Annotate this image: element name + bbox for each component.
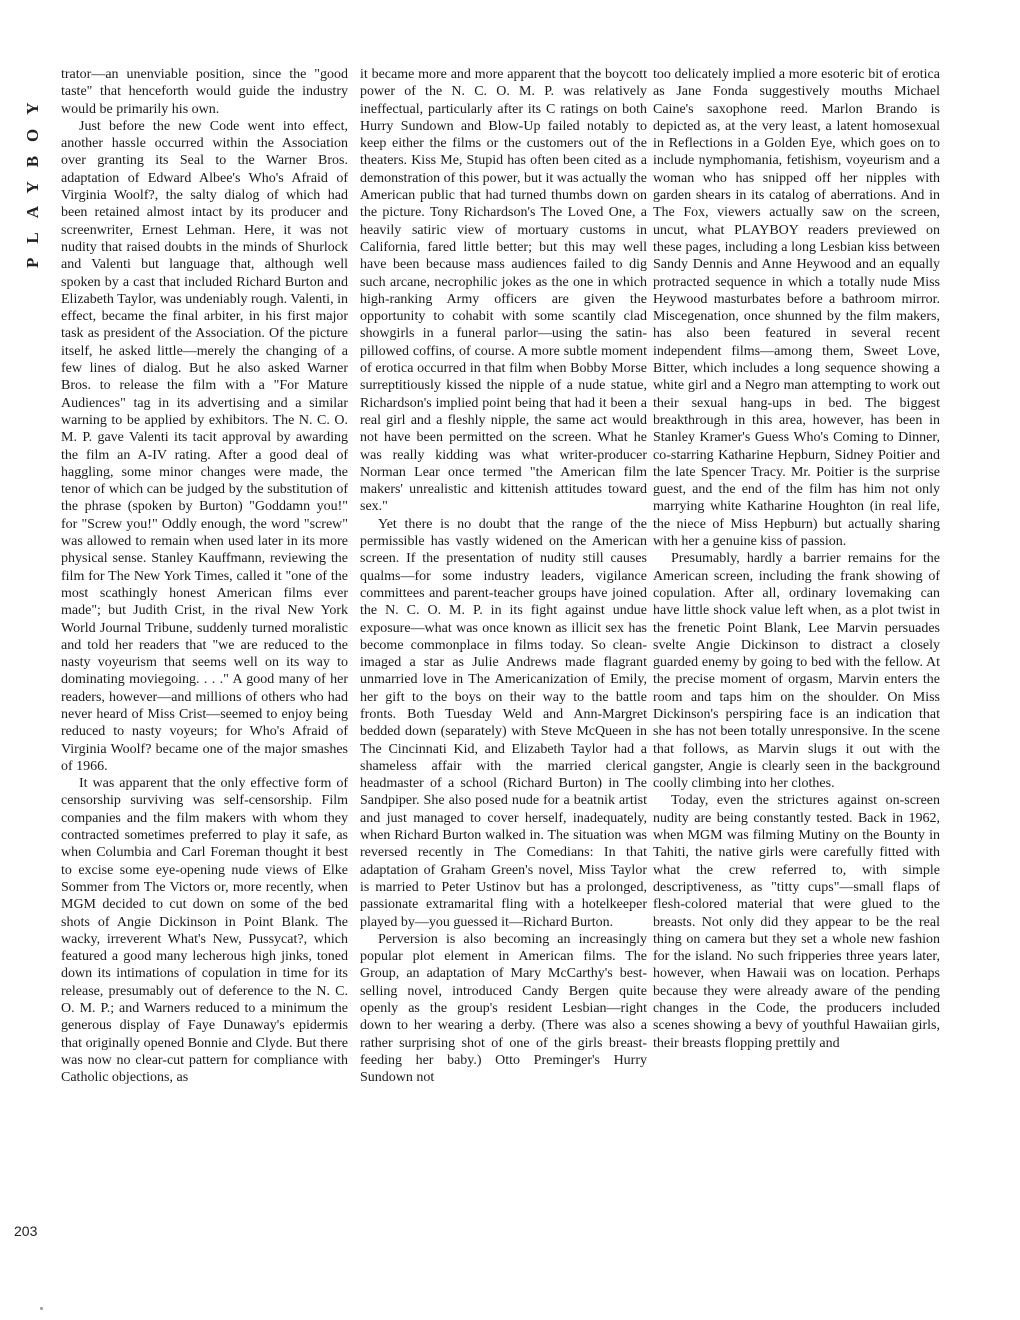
paragraph: Perversion is also becoming an increasingly popular plot element in American films. The Group, an adaptation of Mary McCarthy's best-selling novel, introduced Candy Bergen quite openly as the group's resident Lesbian—right down to her wearing a derby. (There was also a rather surprising shot of one of the girls breast-feeding her baby.) Otto Preminger's Hurry Sundown not bbox=[360, 931, 647, 1086]
article-column-3 bbox=[653, 66, 940, 1052]
magazine-masthead: PLAYBOY bbox=[23, 88, 42, 268]
paragraph: Presumably, hardly a barrier remains for the American screen, including the frank showing of copulation. After all, ordinary lovemaking can have little shock value left when, as a plot twist in the frenetic Point Blank, Lee Marvin persuades svelte Angie Dickinson to distract a closely guarded enemy by going to bed with the fellow. At the precise moment of orgasm, Marvin enters the room and taps him on the shoulder. On Miss Dickinson's perspiring face is an indication that she has not been totally unresponsive. In the scene that follows, as Marvin slugs it out with the gangster, Angie is clearly seen in the background coolly climbing into her clothes. bbox=[653, 551, 940, 792]
paragraph: Today, even the strictures against on-screen nudity are being constantly tested. Back in 1962, when MGM was filming Mutiny on the Bounty in Tahiti, the native girls were carefully fitted with what the crew referred to, with simple descriptiveness, as "titty cups"—small flaps of flesh-colored material that were glued to the breasts. Not only did they appear to be the real thing on camera but they set a whole new fashion for the island. No such fripperies three years later, however, when Hawaii was on location. Perhaps because they were already aware of the pending changes in the Code, the producers included scenes showing a bevy of youthful Hawaiian girls, their breasts flopping prettily and bbox=[653, 793, 940, 1051]
page-number: 203 bbox=[14, 1223, 38, 1239]
scan-speck bbox=[40, 1307, 43, 1310]
paragraph: it became more and more apparent that the boycott power of the N. C. O. M. P. was relatively ineffectual, particularly after its C ratings on both Hurry Sundown and Blow-Up failed notably to keep either the films or the customers out of the theaters. Kiss Me, Stupid has often been cited as a demonstration of this power, but it was actually the American public that had turned thumbs down on the picture. Tony Richardson's The Loved One, a heavily satiric view of mortuary customs in California, fared little better; but this may well have been because mass audiences failed to dig such arcane, necrophilic jokes as the one in which high-ranking Army officers are given the opportunity to cohabit with some scantily clad showgirls in a funeral parlor—using the satin-pillowed coffins, of course. A more subtle moment of erotica occurred in that film when Bobby Morse surreptitiously kissed the nipple of a nude statue, Richardson's implied point being that had it been a real girl and a fleshly nipple, the same act would not have been permitted on the screen. What he was really kidding was what writer-producer Norman Lear once termed "the American film makers' unrealistic and kittenish attitudes toward sex." bbox=[360, 67, 647, 515]
paragraph: trator—an unenviable position, since the "good taste" that henceforth would guide the industry would be primarily his own. bbox=[61, 67, 348, 117]
paragraph: Yet there is no doubt that the range of the permissible has vastly widened on the American screen. If the presentation of nudity still causes qualms—for some industry leaders, vigilance committees and parent-teacher groups have joined the N. C. O. M. P. in its fight against undue exposure—what was once known as illicit sex has become commonplace in films today. So clean-imaged a star as Julie Andrews made flagrant unmarried love in The Americanization of Emily, her gift to the boys on their way to the battle fronts. Both Tuesday Weld and Ann-Margret bedded down (separately) with Steve McQueen in The Cincinnati Kid, and Elizabeth Taylor had a shameless affair with the married clerical headmaster of a school (Richard Burton) in The Sandpiper. She also posed nude for a beatnik artist and just managed to cover herself, inadequately, when Richard Burton walked in. The situation was reversed recently in The Comedians: In that adaptation of Graham Green's novel, Miss Taylor is married to Peter Ustinov but has a prolonged, passionate extramarital fling with a hotelkeeper played by—you guessed it—Richard Burton. bbox=[360, 516, 647, 930]
paragraph: Just before the new Code went into effect, another hassle occurred within the Association over granting its Seal to the Warner Bros. adaptation of Edward Albee's Who's Afraid of Virginia Woolf?, the salty dialog of which had been retained almost intact by its producer and screenwriter, Ernest Lehman. Here, it was not nudity that raised doubts in the minds of Shurlock and Valenti but language that, although well spoken by a cast that included Richard Burton and Elizabeth Taylor, was undeniably rough. Valenti, in effect, became the final arbiter, in his first major task as president of the Association. Of the picture itself, he asked little—merely the changing of a few lines of dialog. But he also asked Warner Bros. to release the film with a "For Mature Audiences" tag in its advertising and a similar warning to be applied by exhibitors. The N. C. O. M. P. gave Valenti its tacit approval by awarding the film an A-IV rating. After a good deal of haggling, some minor changes were made, the tenor of which can be judged by the substitution of the phrase (spoken by Burton) "Goddamn you!" for "Screw you!" Oddly enough, the word "screw" was allowed to remain when used later in its more physical sense. Stanley Kauffmann, reviewing the film for The New York Times, called it "one of the most scathingly honest American films ever made"; but Judith Crist, in the rival New York World Journal Tribune, suddenly turned moralistic and told her readers that "we are reduced to the nasty voyeurism that seems well on its way to dominating moviegoing. . . ." A good many of her readers, however—and millions of others who had never heard of Miss Crist—seemed to enjoy being reduced to nasty voyeurs; for Who's Afraid of Virginia Woolf? became one of the major smashes of 1966. bbox=[61, 118, 348, 774]
paragraph: too delicately implied a more esoteric bit of erotica as Jane Fonda suggestively mouths Michael Caine's saxophone reed. Marlon Brando is depicted as, at the very least, a latent homosexual in Reflections in a Golden Eye, which goes on to include nymphomania, fetishism, voyeurism and a woman who has snipped off her nipples with garden shears in its catalog of aberrations. And in The Fox, viewers actually saw on the screen, uncut, what PLAYBOY readers previewed on these pages, including a long Lesbian kiss between Sandy Dennis and Anne Heywood and an equally protracted sequence in which a totally nude Miss Heywood masturbates before a bathroom mirror. Miscegenation, once shunned by the film makers, has also been featured in several recent independent films—among them, Sweet Love, Bitter, which includes a long sequence showing a white girl and a Negro man attempting to work out their sexual hang-ups in bed. The biggest breakthrough in this area, however, has been in Stanley Kramer's Guess Who's Coming to Dinner, co-starring Katharine Hepburn, Sidney Poitier and the late Spencer Tracy. Mr. Poitier is the surprise guest, and the end of the film has him not only marrying white Katharine Houghton (in real life, the niece of Miss Hepburn) but actually sharing with her a genuine kiss of passion. bbox=[653, 67, 940, 550]
article-column-1 bbox=[61, 66, 348, 1087]
article-column-2 bbox=[360, 66, 647, 1087]
paragraph: It was apparent that the only effective form of censorship surviving was self-censorship. Film companies and the film makers with whom they contracted sometimes preferred to play it safe, as when Columbia and Carl Foreman thought it best to excise some eye-opening nude views of Elke Sommer from The Victors or, more recently, when MGM decided to cut down on some of the bed shots of Angie Dickinson in Point Blank. The wacky, irreverent What's New, Pussycat?, which featured a good many lecherous high jinks, toned down its intimations of copulation in time for its release, presumably out of deference to the N. C. O. M. P.; and Warners reduced to a minimum the generous display of Faye Dunaway's epidermis that originally opened Bonnie and Clyde. But there was now no clear-cut pattern for compliance with Catholic objections, as bbox=[61, 776, 348, 1086]
